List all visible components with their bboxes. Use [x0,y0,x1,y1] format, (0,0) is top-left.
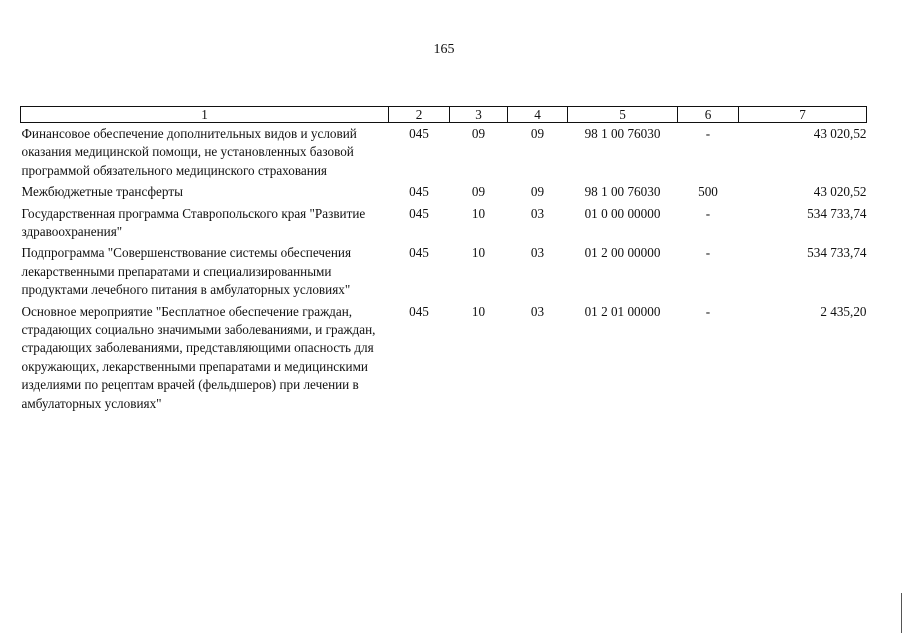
row-code-6: - [705,245,711,261]
row-code-6: - [705,303,711,319]
row-code-5: 98 1 00 76030 [584,184,661,200]
row-code-2: 045 [409,205,429,221]
row-code-3: 09 [471,184,486,200]
row-code-2: 045 [409,126,429,141]
row-code-4: 03 [530,205,545,221]
row-amount: 43 020,52 [813,126,867,141]
table-header-row [21,107,867,123]
row-amount: 43 020,52 [813,184,867,200]
column-header-6: 6 [678,107,739,123]
row-code-3: 10 [471,303,486,319]
row-code-3: 09 [471,126,486,141]
table-row [21,123,867,182]
table-row [21,181,867,202]
column-header-3: 3 [450,107,508,123]
scan-edge-line [901,593,902,633]
row-name: Межбюджетные трансферты [21,184,183,200]
row-code-5: 98 1 00 76030 [584,126,661,141]
budget-table [20,106,867,414]
row-code-6: - [705,205,711,221]
row-code-4: 09 [530,184,545,200]
row-code-2: 045 [409,184,429,200]
row-code-5: 01 2 00 00000 [584,245,661,261]
table-row [21,301,867,414]
row-code-2: 045 [409,303,429,319]
row-amount: 2 435,20 [820,303,867,319]
row-code-4: 03 [530,303,545,319]
row-name: Основное мероприятие "Бесплатное обеспечение граждан, страдающих социально значимыми заболеваниями, и граждан, страдающих заболеваниями, представляющими опасность для окружающих, лекарственными препаратами и медицинскими изделиями по рецептам врачей (фельдшеров) при лечении в амбулаторных условиях" [21,303,376,411]
row-code-4: 03 [530,245,545,261]
row-amount: 534 733,74 [807,245,867,261]
row-code-6: 500 [698,184,718,200]
row-code-2: 045 [409,245,429,261]
row-code-5: 01 2 01 00000 [584,303,661,319]
row-name: Финансовое обеспечение дополнительных видов и условий оказания медицинской помощи, не установленных базовой программой обязательного медицинского страхования [21,126,357,178]
column-header-2: 2 [389,107,450,123]
row-code-4: 09 [530,126,545,141]
row-code-5: 01 0 00 00000 [584,205,661,221]
page-number: 165 [433,42,455,57]
table-row [21,242,867,300]
row-code-3: 10 [471,205,486,221]
row-name: Государственная программа Ставропольского края "Развитие здравоохранения" [21,205,366,240]
column-header-7: 7 [739,107,867,123]
row-amount: 534 733,74 [807,205,867,221]
table-row [21,203,867,243]
column-header-4: 4 [508,107,568,123]
column-header-1: 1 [21,107,389,123]
row-code-6: - [705,126,711,141]
row-name: Подпрограмма "Совершенствование системы обеспечения лекарственными препаратами и специализированными продуктами лечебного питания в амбулаторных условиях" [21,245,352,298]
column-header-5: 5 [568,107,678,123]
row-code-3: 10 [471,245,486,261]
